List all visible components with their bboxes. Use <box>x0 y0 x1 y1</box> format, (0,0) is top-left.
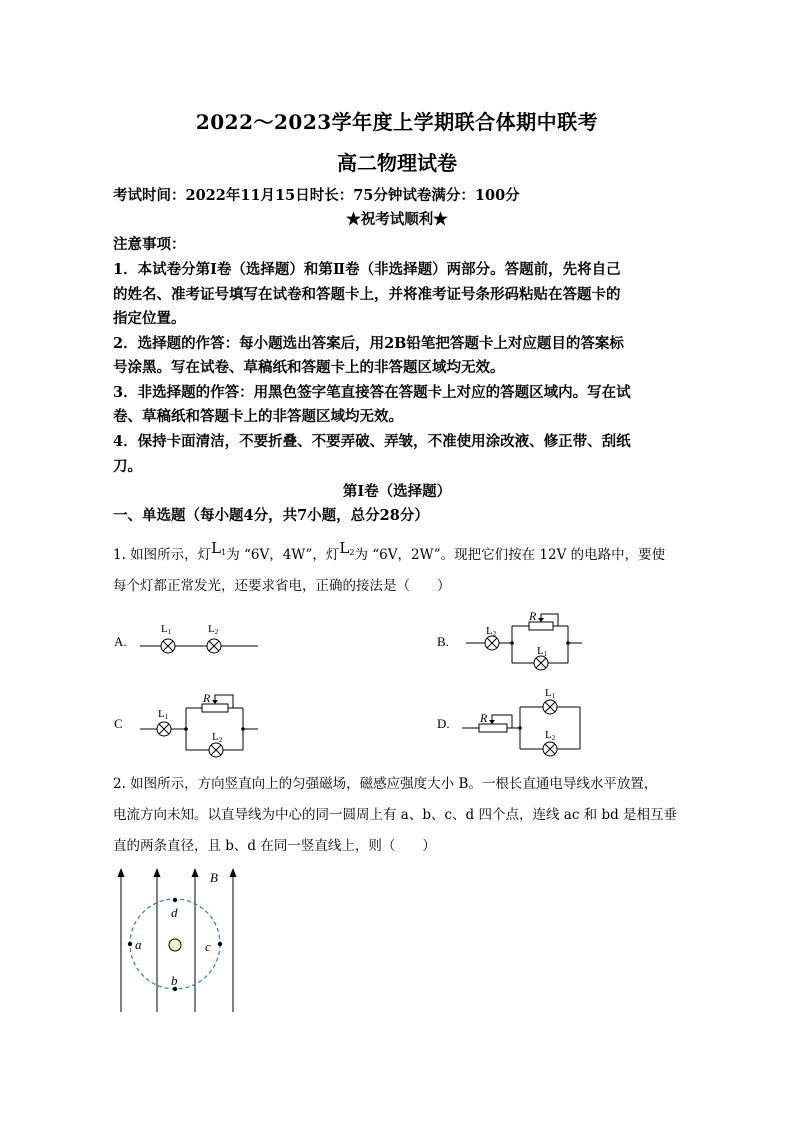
point-b-label: b <box>171 973 178 988</box>
lamp-l1-icon <box>161 639 175 653</box>
point-c-label: c <box>205 939 211 954</box>
notes-line: 1．本试卷分第Ⅰ卷（选择题）和第Ⅱ卷（非选择题）两部分。答题前，先将自己 <box>113 261 621 278</box>
wire-cross-section <box>169 939 181 951</box>
question-2-line-1: 2. 如图所示，方向竖直向上的匀强磁场，磁感应强度大小 B。一根长直通电导线水平放置， <box>113 776 658 792</box>
notes-heading: 注意事项： <box>113 236 186 253</box>
point-d-label: d <box>171 905 178 920</box>
option-b-circuit <box>466 609 582 670</box>
lamp-l1-icon <box>534 656 548 670</box>
lamp-l1-symbol: L <box>211 539 222 557</box>
notes-line: 的姓名、准考证号填写在试卷和答题卡上，并将准考证号条形码粘贴在答题卡的 <box>113 286 621 303</box>
svg-text:R: R <box>529 609 537 623</box>
lamp-l2-label: L2 <box>212 731 223 744</box>
field-label-b: B <box>210 870 218 885</box>
good-luck-line: ★祝考试顺利★ <box>346 211 448 228</box>
lamp-l2-icon <box>209 743 223 757</box>
exam-subtitle: 高二物理试卷 <box>337 151 457 175</box>
notes-line: 3．非选择题的作答：用黑色签字笔直接答在答题卡上对应的答题区域内。写在试 <box>113 384 631 401</box>
lamp-l2-label: L2 <box>545 729 556 742</box>
lamp-l2-label: L2 <box>208 623 219 636</box>
option-a-label: A. <box>114 634 127 649</box>
lamp-l2-icon <box>485 636 499 650</box>
exam-title: 2022～2023学年度上学期联合体期中联考 <box>195 110 599 134</box>
lamp-l2-symbol: L <box>339 539 350 557</box>
question-1-line-2: 每个灯都正常发光，还要求省电，正确的接法是（ ） <box>113 578 451 594</box>
volume-title: 第Ⅰ卷（选择题） <box>342 483 452 500</box>
part-title: 一、单选题（每小题4分，共7小题，总分28分） <box>113 507 429 524</box>
lamp-l2-icon <box>207 639 221 653</box>
resistor-icon <box>529 622 553 630</box>
resistor-icon <box>202 704 228 712</box>
point-a-label: a <box>135 937 142 952</box>
notes-line: 号涂黑。写在试卷、草稿纸和答题卡上的非答题区域均无效。 <box>113 359 505 376</box>
resistor-icon <box>479 724 507 732</box>
option-c-circuit <box>140 691 258 757</box>
lamp-l1-label: L1 <box>158 708 169 721</box>
lamp-l1-label: L1 <box>161 623 172 636</box>
notes-line: 2．选择题的作答：每小题选出答案后，用2B铅笔把答题卡上对应题目的答案标 <box>113 335 624 352</box>
lamp-l1-label: L1 <box>545 687 556 700</box>
option-b-label: B. <box>437 634 449 649</box>
notes-line: 4．保持卡面清洁，不要折叠、不要弄破、弄皱，不准使用涂改液、修正带、刮纸 <box>113 433 631 450</box>
point-d-dot <box>173 898 177 902</box>
svg-text:R: R <box>480 711 488 725</box>
question-2-line-2: 电流方向未知。以直导线为中心的同一圆周上有 a、b、c、d 四个点，连线 ac 和 bd 是相互垂 <box>113 807 678 823</box>
point-a-dot <box>128 942 132 946</box>
option-d-label: D. <box>437 716 450 731</box>
notes-line: 指定位置。 <box>113 310 186 327</box>
exam-info: 考试时间：2022年11月15日时长：75分钟试卷满分：100分 <box>113 187 520 204</box>
question-1-line-1: 1. 如图所示，灯$L^1$为 “6V，4W”，灯$L^2$为 “6V，2W”。现把它们按在 12V 的电路中，要使 <box>113 539 666 563</box>
lamp-l1-icon <box>157 722 171 736</box>
notes-line: 刀。 <box>113 458 142 475</box>
svg-text:R: R <box>203 691 211 705</box>
option-a-circuit <box>140 623 258 653</box>
question-2-line-3: 直的两条直径，且 b、d 在同一竖直线上，则（ ） <box>113 838 436 854</box>
point-c-dot <box>218 942 222 946</box>
lamp-l1-icon <box>543 700 557 714</box>
lamp-l2-icon <box>543 742 557 756</box>
notes-line: 卷、草稿纸和答题卡上的非答题区域均无效。 <box>113 408 403 425</box>
option-d-circuit <box>462 687 580 756</box>
lamp-l2-label: L2 <box>486 625 497 638</box>
option-c-label: C <box>114 716 123 731</box>
lamp-l1-label: L1 <box>537 645 548 658</box>
magnetic-field-figure <box>118 868 237 1012</box>
